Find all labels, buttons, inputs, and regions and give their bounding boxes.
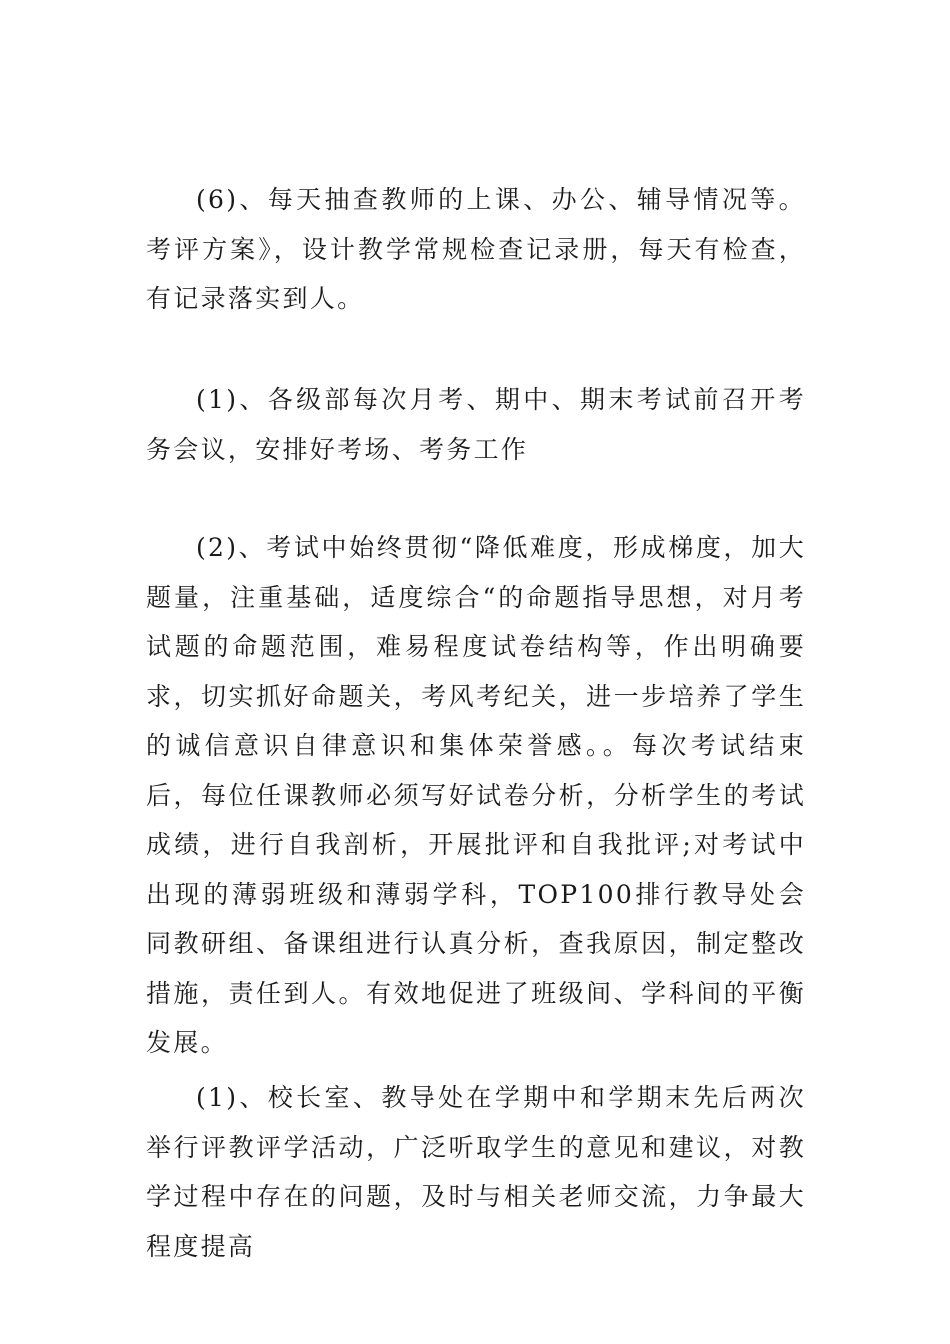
paragraph-inspection-record: (6)、每天抽查教师的上课、办公、辅导情况等。考评方案》，设计教学常规检查记录册，每天有检查，有记录落实到人。 — [146, 185, 806, 313]
paragraph-teaching-evaluation: (1)、校长室、教导处在学期中和学期末先后两次举行评教评学活动，广泛听取学生的意见和建议，对教学过程中存在的问题，及时与相关老师交流，力争最大程度提高 — [146, 1083, 806, 1261]
paragraph-exam-meeting: (1)、各级部每次月考、期中、期末考试前召开考务会议，安排好考场、考务工作 — [146, 385, 806, 464]
paragraph-exam-guidance: (2)、考试中始终贯彻“降低难度，形成梯度，加大题量，注重基础，适度综合“的命题指导思想，对月考试题的命题范围，难易程度试卷结构等，作出明确要求，切实抓好命题关，考风考纪关，进一步培养了学生的诚信意识自律意识和集体荣誉感。。每次考试结束后，每位任课教师必须写好试卷分析，分析学生的考试成绩，进行自我剖析，开展批评和自我批评;对考试中出现的薄弱班级和薄弱学科，TOP100排行教导处会同教研组、备课组进行认真分析，查我原因，制定整改措施，责任到人。有效地促进了班级间、学科间的平衡发展。 — [146, 533, 806, 1057]
